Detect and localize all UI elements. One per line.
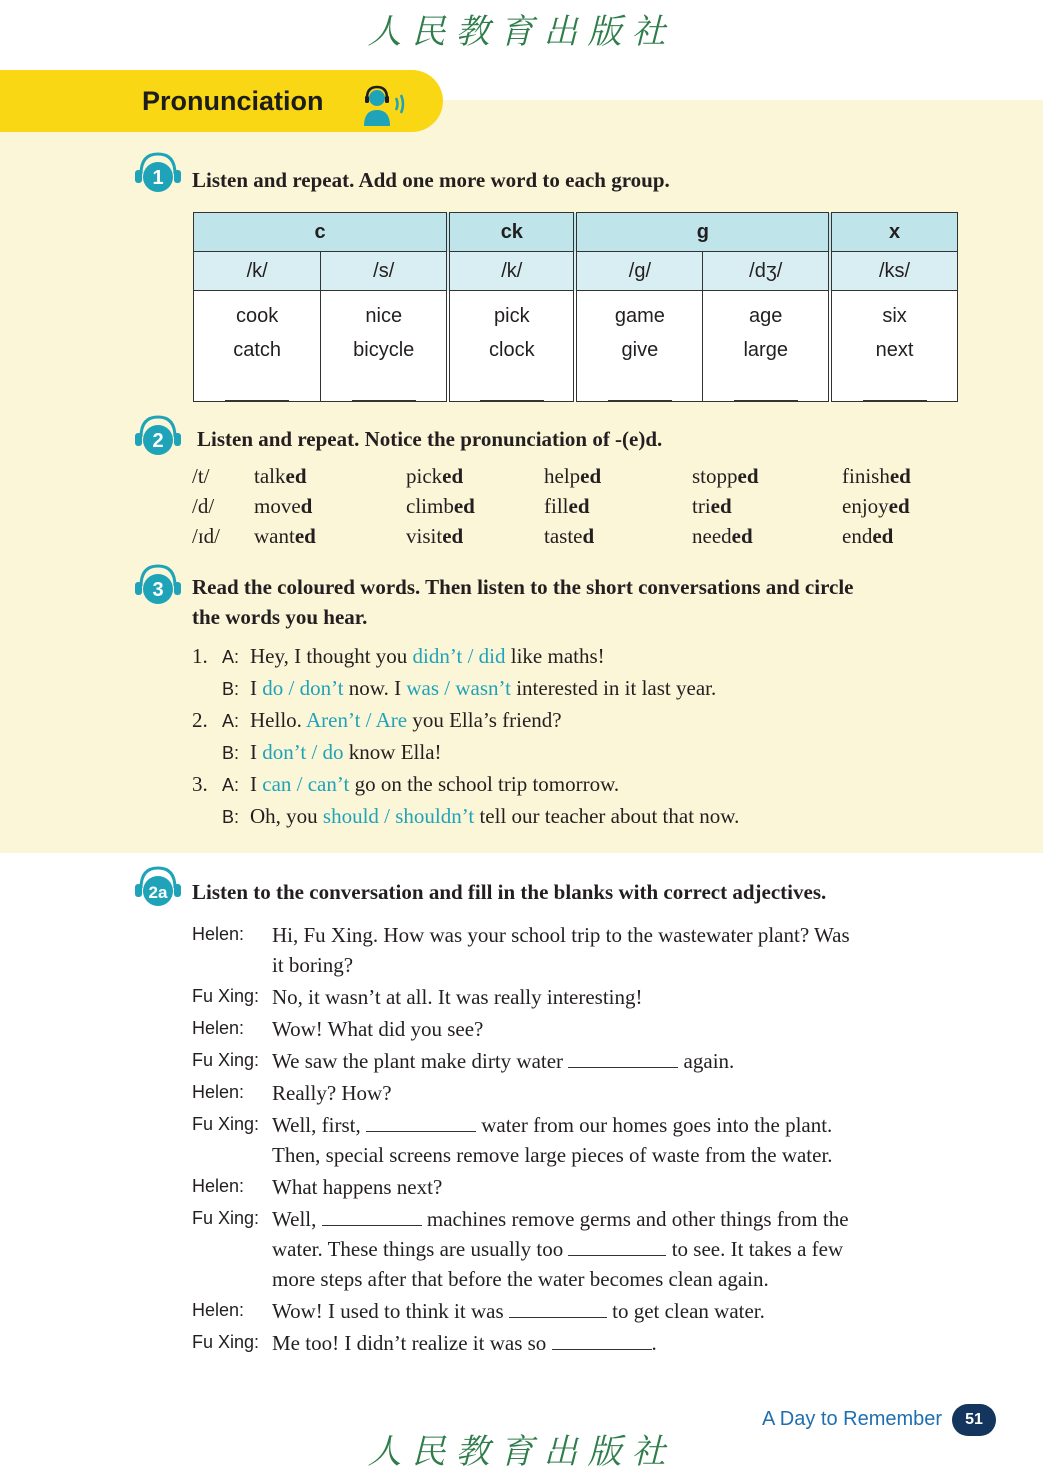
speaker-label: A: [222,647,240,667]
word-ending: ed [580,464,602,488]
word-ending: ed [872,524,894,548]
dialogue-line: Me too! I didn’t realize it was so . [272,1331,657,1355]
word-ending: ed [442,464,464,488]
line-text [250,740,442,765]
word-group [321,291,448,402]
text-segment: know Ella! [343,740,442,764]
sound-cell: /s/ [321,252,448,291]
speaker-name: Fu Xing: [192,1114,260,1134]
word-stem: climb [406,494,454,518]
word-ending: ed [453,494,475,518]
word-ending: ed [731,524,753,548]
sound-cell: /ks/ [830,252,957,291]
ed-word [544,464,601,489]
word: six [882,305,907,327]
choice-words[interactable]: Aren’t / Are [306,708,408,732]
ed-word [254,464,307,489]
dialogue-turn [192,1172,770,1202]
text-segment: I [250,676,263,700]
svg-text:2a: 2a [148,883,168,902]
dialogue-line: more steps after that before the water becomes clean again. [272,1267,769,1291]
answer-blank[interactable] [352,399,416,401]
exercise-2a-badge [133,864,183,914]
word: catch [233,339,282,361]
word-ending: d [300,494,313,518]
answer-blank[interactable] [863,399,927,401]
speaker-label: B: [222,679,240,699]
word-ending: ed [442,524,464,548]
sound-cell: /g/ [575,252,702,291]
dialogue-line: Really? How? [272,1081,392,1105]
page-number: 51 [952,1404,996,1436]
word-stem: taste [544,524,583,548]
word-stem: visit [406,524,443,548]
word-stem: talk [254,464,286,488]
text-segment: Oh, you [250,804,323,828]
svg-text:3: 3 [152,579,164,601]
speaker-label: B: [222,743,240,763]
ed-word [842,464,911,489]
choice-words[interactable]: didn’t / did [412,644,506,668]
word-group [703,291,830,402]
header-ck: ck [448,213,575,252]
text-segment: interested in it last year. [510,676,717,700]
sound-cell: /dʒ/ [703,252,830,291]
exercise-3-badge [133,562,183,612]
text-segment: now. I [343,676,407,700]
text-segment: you Ella’s friend? [407,708,562,732]
choice-words[interactable]: don’t / do [262,740,344,764]
text-segment: I [250,740,263,764]
exercise-1-badge [133,150,183,200]
dialogue-turn [192,1328,770,1358]
word-stem: want [254,524,295,548]
dialogue-turn [192,982,770,1012]
ed-word [842,494,910,519]
item-number: 1. [192,644,208,668]
sound-label: /t/ [192,464,210,488]
ed-word [692,464,759,489]
speaker-name: Fu Xing: [192,986,260,1006]
word-group [830,291,957,402]
word: age [749,305,783,327]
sound-cell: /k/ [194,252,321,291]
choice-words[interactable]: can / can’t [262,772,350,796]
dialogue [192,920,850,1360]
dialogue-line: No, it wasn’t at all. It was really interesting! [272,985,643,1009]
exercise-2-badge [133,413,183,463]
speaker-label: B: [222,807,240,827]
ed-word [692,524,753,549]
speaker-name: Fu Xing: [192,1208,260,1228]
dialogue-line: Then, special screens remove large pieces of waste from the water. [272,1143,833,1167]
word-ending: ed [889,464,911,488]
answer-blank[interactable] [552,1348,652,1350]
speaker-name: Helen: [192,1018,245,1038]
speaker-label: A: [222,775,240,795]
word-ending: ed [285,464,307,488]
svg-text:1: 1 [152,167,164,189]
word-ending: d [582,524,595,548]
word-stem: finish [842,464,890,488]
text-segment: Hey, I thought you [250,644,413,668]
dialogue-line: We saw the plant make dirty water again. [272,1049,735,1073]
answer-blank[interactable] [225,399,289,401]
dialogue-turn [192,1296,770,1326]
dialogue-turn [192,1204,849,1294]
word: give [621,339,659,361]
speaker-name: Fu Xing: [192,1332,260,1352]
svg-text:2: 2 [152,430,164,452]
choice-words[interactable]: do / don’t [262,676,344,700]
line-text [250,772,619,797]
speaker-name: Helen: [192,924,245,944]
word: large [743,339,788,361]
item-number: 3. [192,772,208,796]
answer-blank[interactable] [608,399,672,401]
ed-word [544,524,594,549]
line-text [250,676,716,701]
exercise-3-instruction [192,572,854,632]
word-stem: fill [544,494,569,518]
line-text [250,708,562,733]
unit-title: A Day to Remember [762,1408,943,1430]
choice-words[interactable]: was / wasn’t [406,676,511,700]
section-title: Pronunciation [142,86,324,116]
word-stem: stopp [692,464,738,488]
dialogue-line: Wow! What did you see? [272,1017,484,1041]
item-number: 2. [192,708,208,732]
word-stem: move [254,494,301,518]
word: next [875,339,914,361]
exercise-2a-instruction: Listen to the conversation and fill in the blanks with correct adjectives. [192,880,827,904]
word-stem: help [544,464,581,488]
dialogue-line: it boring? [272,953,354,977]
exercise-1-instruction: Listen and repeat. Add one more word to each group. [192,168,670,192]
dialogue-line: water. These things are usually too to see. It takes a few [272,1237,844,1261]
dialogue-turn [192,1014,770,1044]
phonics-table [193,212,958,402]
instruction-line: Read the coloured words. Then listen to the short conversations and circle [192,575,854,599]
ed-word [406,494,475,519]
publisher-watermark-top: 人民教育出版社 [367,12,676,52]
word: bicycle [353,339,415,361]
word-stem: pick [406,464,443,488]
word: pick [494,305,530,327]
speaker-name: Helen: [192,1176,245,1196]
word-ending: ed [737,464,759,488]
speaker-name: Fu Xing: [192,1050,260,1070]
choice-words[interactable]: should / shouldn’t [322,804,475,828]
dialogue-line: Wow! I used to think it was to get clean water. [272,1299,765,1323]
line-text [250,804,739,829]
header-x: x [830,213,957,252]
instruction-line: the words you hear. [192,605,368,629]
word: game [614,305,665,327]
sound-label: /d/ [192,494,215,518]
text-segment: I [250,772,263,796]
text-segment: go on the school trip tomorrow. [349,772,620,796]
word-group [448,291,575,402]
ed-word [544,494,590,519]
text-segment: Hello. [250,708,306,732]
text-segment: like maths! [505,644,605,668]
word-stem: end [842,524,873,548]
answer-blank[interactable] [734,399,798,401]
dialogue-line: Well, machines remove germs and other things from the [272,1207,849,1231]
word: nice [365,305,403,327]
headset-icon [360,84,412,128]
word-ending: ed [568,494,590,518]
word-stem: enjoy [842,494,889,518]
dialogue-turn [192,1110,833,1170]
answer-blank[interactable] [322,1224,422,1226]
answer-blank[interactable] [568,1066,678,1068]
word-group [194,291,321,402]
publisher-watermark-bottom: 人民教育出版社 [367,1432,676,1472]
ed-word [254,494,312,519]
answer-blank[interactable] [568,1254,666,1256]
text-segment: tell our teacher about that now. [474,804,740,828]
answer-blank[interactable] [366,1130,476,1132]
dialogue-turn [192,920,850,980]
speaker-label: A: [222,711,240,731]
dialogue-line: Well, first, water from our homes goes into the plant. [272,1113,833,1137]
dialogue-line: Hi, Fu Xing. How was your school trip to the wastewater plant? Was [272,923,850,947]
answer-blank[interactable] [509,1316,607,1318]
answer-blank[interactable] [480,399,544,401]
word: cook [236,305,279,327]
ed-word [692,494,732,519]
exercise-2-instruction: Listen and repeat. Notice the pronunciation of -(e)d. [197,427,663,451]
dialogue-turn [192,1078,770,1108]
word-ending: ed [294,524,316,548]
sound-label: /ɪd/ [192,524,221,548]
word-ending: ed [710,494,732,518]
speaker-name: Helen: [192,1082,245,1102]
dialogue-turn [192,1046,770,1076]
header-c: c [194,213,449,252]
ed-word [406,524,463,549]
ed-word [254,524,316,549]
speaker-name: Helen: [192,1300,245,1320]
header-g: g [575,213,830,252]
ed-word [406,464,463,489]
word-stem: tri [692,494,711,518]
word-stem: need [692,524,732,548]
ed-word [842,524,893,549]
line-text [250,644,605,669]
dialogue-line: What happens next? [272,1175,443,1199]
word-ending: ed [888,494,910,518]
sound-cell: /k/ [448,252,575,291]
word-group [575,291,702,402]
word: clock [489,339,535,361]
